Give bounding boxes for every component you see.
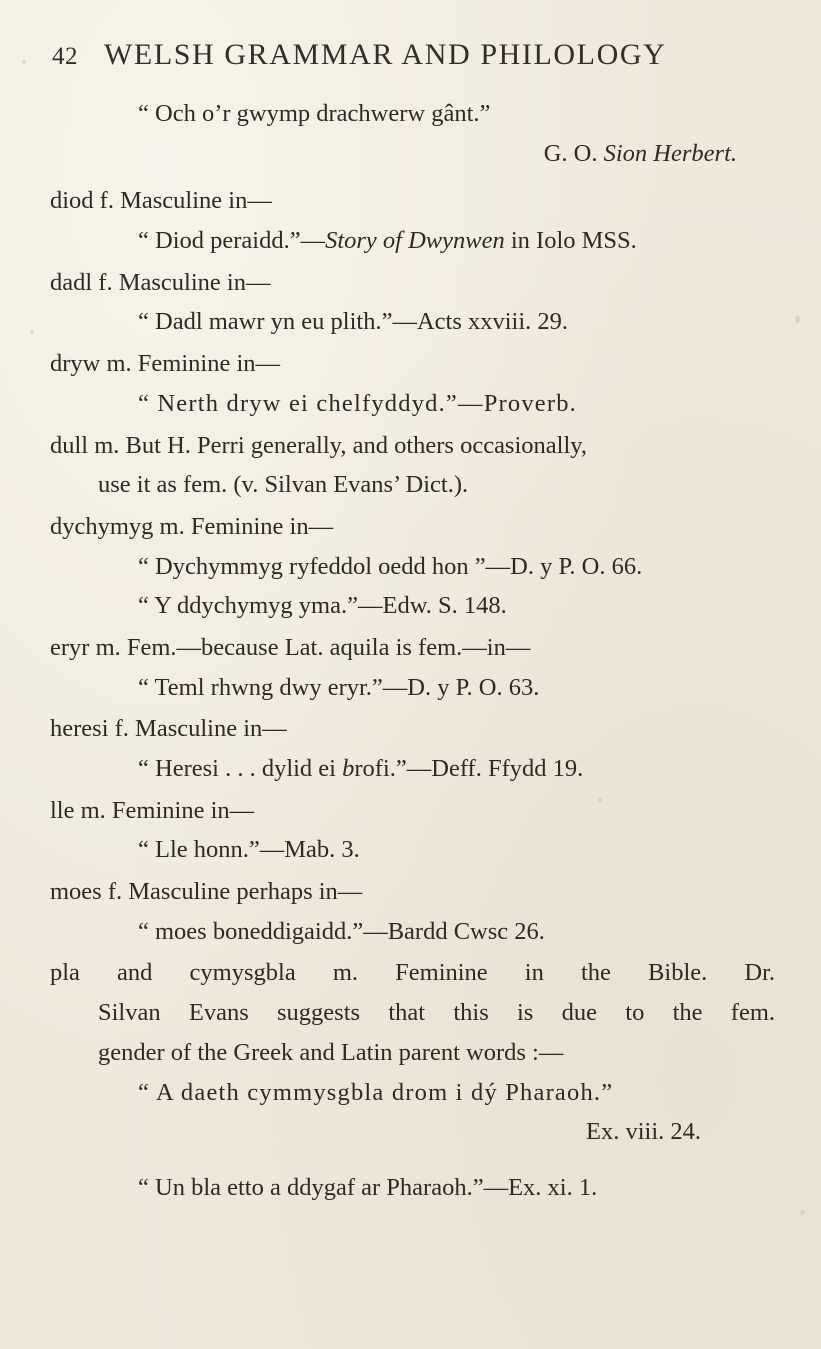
entry-headword: moes f. Masculine perhaps in— xyxy=(50,878,363,906)
entry-headword: dryw m. Feminine in— xyxy=(50,350,281,378)
entry-headword: diod f. Masculine in— xyxy=(50,187,272,215)
dictionary-entry xyxy=(46,872,775,951)
entry-citation: “ Teml rhwng dwy eryr.”—D. y P. O. 63. xyxy=(138,673,540,701)
entry-continuation: Silvan Evans suggests that this is due to the fem. xyxy=(98,999,775,1027)
entry-headword: pla and cymysgbla m. Feminine in the Bible. Dr. xyxy=(50,959,775,987)
attribution-author: G. O. xyxy=(543,139,604,167)
dictionary-entry-final xyxy=(46,953,775,1207)
entry-headword: dychymyg m. Feminine in— xyxy=(50,512,334,540)
running-head: WELSH GRAMMAR AND PHILOLOGY xyxy=(104,38,667,71)
page-body xyxy=(46,94,775,1208)
paper-speck xyxy=(30,330,34,334)
citation-pre: “ Diod peraidd.”— xyxy=(138,227,326,255)
dictionary-entry xyxy=(46,344,775,423)
paper-speck xyxy=(22,60,26,64)
entry-continuation: use it as fem. (v. Silvan Evans’ Dict.). xyxy=(98,471,469,499)
entry-continuation: gender of the Greek and Latin parent words :— xyxy=(98,1038,564,1066)
citation-post: in Iolo MSS. xyxy=(504,227,637,255)
dictionary-entry xyxy=(46,263,775,342)
dictionary-entry xyxy=(46,507,775,626)
opening-attribution xyxy=(46,134,775,174)
paper-speck xyxy=(598,798,602,802)
page-header xyxy=(46,38,775,72)
dictionary-entry xyxy=(46,709,775,788)
attribution-title: Sion Herbert. xyxy=(603,139,737,167)
page-number: 42 xyxy=(52,43,78,70)
entry-citation: “ Lle honn.”—Mab. 3. xyxy=(138,836,360,864)
citation-italic: b xyxy=(342,755,355,782)
opening-quote-block xyxy=(46,94,775,173)
opening-quote: “ Och o’r gwymp drachwerw gânt.” xyxy=(138,100,491,127)
paper-speck xyxy=(795,315,800,323)
entry-citation xyxy=(46,749,775,789)
entry-citation: “ Un bla etto a ddygaf ar Pharaoh.”—Ex. xi. 1. xyxy=(138,1173,598,1201)
paper-speck xyxy=(800,1210,805,1215)
citation-post: rofi.”—Deff. Ffydd 19. xyxy=(354,755,584,782)
entry-headword: lle m. Feminine in— xyxy=(50,796,255,824)
entry-citation-reference: Ex. viii. 24. xyxy=(585,1118,701,1146)
entry-headword: heresi f. Masculine in— xyxy=(50,715,287,743)
entry-citation: “ Nerth dryw ei chelfyddyd.”—Proverb. xyxy=(138,389,577,417)
entry-citation: “ Dychymmyg ryfeddol oedd hon ”—D. y P. O. 66. xyxy=(138,552,643,580)
entry-citation: “ Dadl mawr yn eu plith.”—Acts xxviii. 29. xyxy=(138,308,569,336)
dictionary-entry xyxy=(46,181,775,260)
entry-citation: “ A daeth cymmysgbla drom i dý Pharaoh.” xyxy=(138,1078,614,1106)
entry-headword: dull m. But H. Perri generally, and others occasionally, xyxy=(50,431,588,459)
entry-citation: “ moes boneddigaidd.”—Bardd Cwsc 26. xyxy=(138,917,545,945)
dictionary-entry xyxy=(46,628,775,707)
citation-pre: “ Heresi . . . dylid ei xyxy=(138,755,343,782)
dictionary-entry xyxy=(46,426,775,505)
entry-citation: “ Y ddychymyg yma.”—Edw. S. 148. xyxy=(138,592,507,620)
dictionary-entry xyxy=(46,791,775,870)
entry-headword: dadl f. Masculine in— xyxy=(50,268,271,296)
entry-citation xyxy=(46,221,775,261)
entry-headword: eryr m. Fem.—because Lat. aquila is fem.—in— xyxy=(50,633,531,661)
citation-source-italic: Story of Dwynwen xyxy=(325,227,505,255)
